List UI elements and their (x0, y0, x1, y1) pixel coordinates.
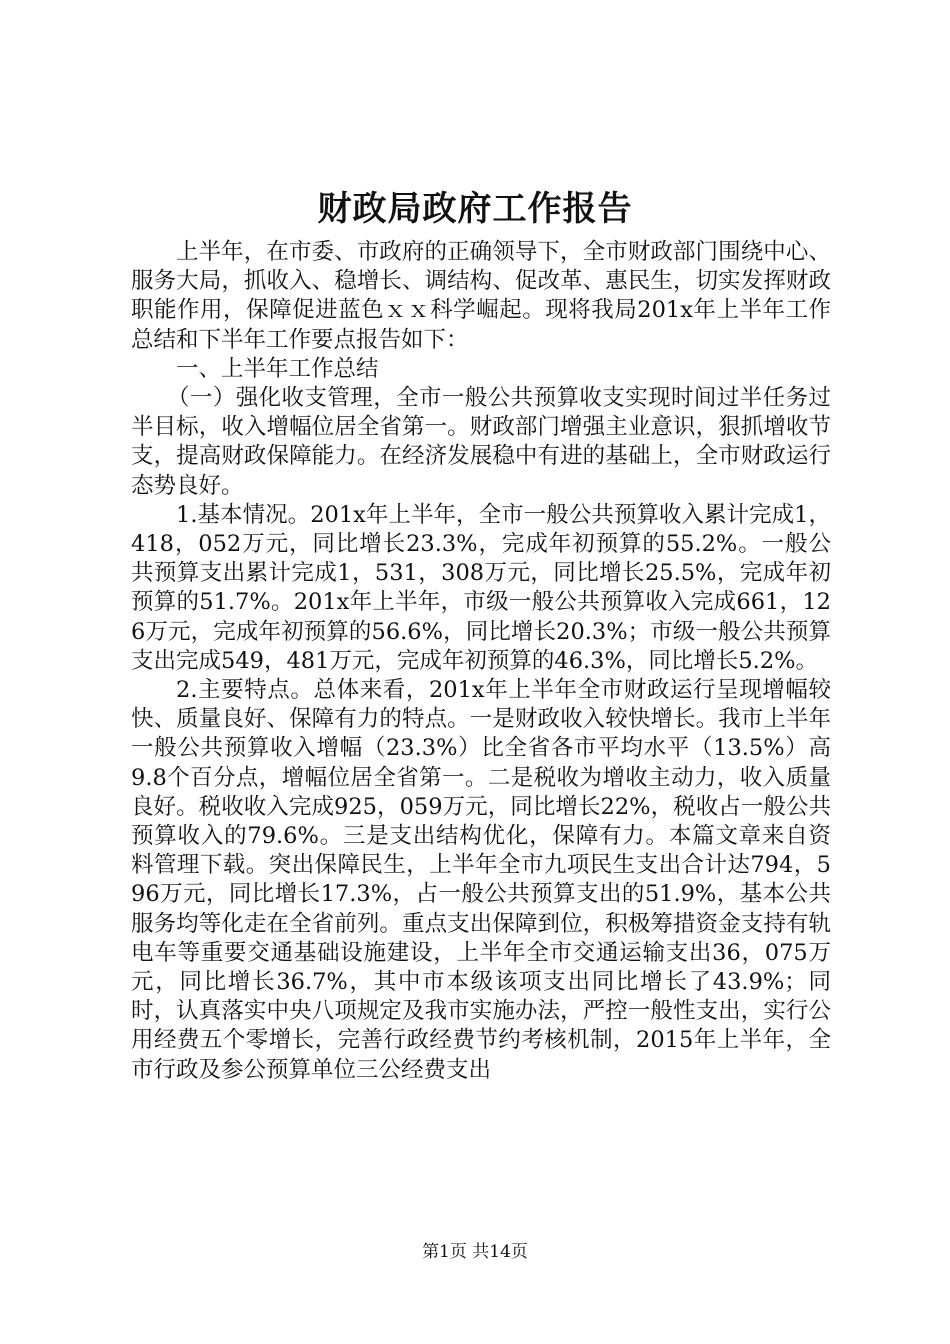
document-title: 财政局政府工作报告 (317, 189, 633, 229)
main-features-paragraph: 2.主要特点。总体来看，201x年上半年全市财政运行呈现增幅较快、质量良好、保障有力的特点。一是财政收入较快增长。我市上半年一般公共预算收入增幅（23.3%）比全省各市平均水平（13.5%）高9.8个百分点，增幅位居全省第一。二是税收为增收主动力，收入质量良好。税收收入完成925，059万元，同比增长22%，税收占一般公共预算收入的79.6%。三是支出结构优化，保障有力。本篇文章来自资料管理下载。突出保障民生，上半年全市九项民生支出合计达794，596万元，同比增长17.3%，占一般公共预算支出的51.9%，基本公共服务均等化走在全省前列。重点支出保障到位，积极筹措资金支持有轨电车等重要交通基础设施建设，上半年全市交通运输支出36，075万元，同比增长36.7%，其中市本级该项支出同比增长了43.9%；同时，认真落实中央八项规定及我市实施办法，严控一般性支出，实行公用经费五个零增长，完善行政经费节约考核机制，2015年上半年，全市行政及参公预算单位三公经费支出 (131, 677, 831, 1083)
document-body (131, 238, 831, 1085)
basic-situation-paragraph: 1.基本情况。201x年上半年，全市一般公共预算收入累计完成1，418，052万元，同比增长23.3%，完成年初预算的55.2%。一般公共预算支出累计完成1，531，308万元，同比增长25.5%，完成年初预算的51.7%。201x年上半年，市级一般公共预算收入完成661，126万元，完成年初预算的56.6%，同比增长20.3%；市级一般公共预算支出完成549，481万元，完成年初预算的46.3%，同比增长5.2%。 (131, 501, 831, 674)
intro-paragraph: 上半年，在市委、市政府的正确领导下，全市财政部门围绕中心、服务大局，抓收入、稳增长、调结构、促改革、惠民生，切实发挥财政职能作用，保障促进蓝色ｘｘ科学崛起。现将我局201x年上半年工作总结和下半年工作要点报告如下： (131, 239, 831, 353)
section-heading: 一、上半年工作总结 (176, 355, 379, 382)
page-footer: 第1页 共14页 (422, 1242, 528, 1262)
subsection-paragraph: （一）强化收支管理，全市一般公共预算收支实现时间过半任务过半目标，收入增幅位居全省第一。财政部门增强主业意识，狠抓增收节支，提高财政保障能力。在经济发展稳中有进的基础上，全市财政运行态势良好。 (131, 385, 831, 499)
